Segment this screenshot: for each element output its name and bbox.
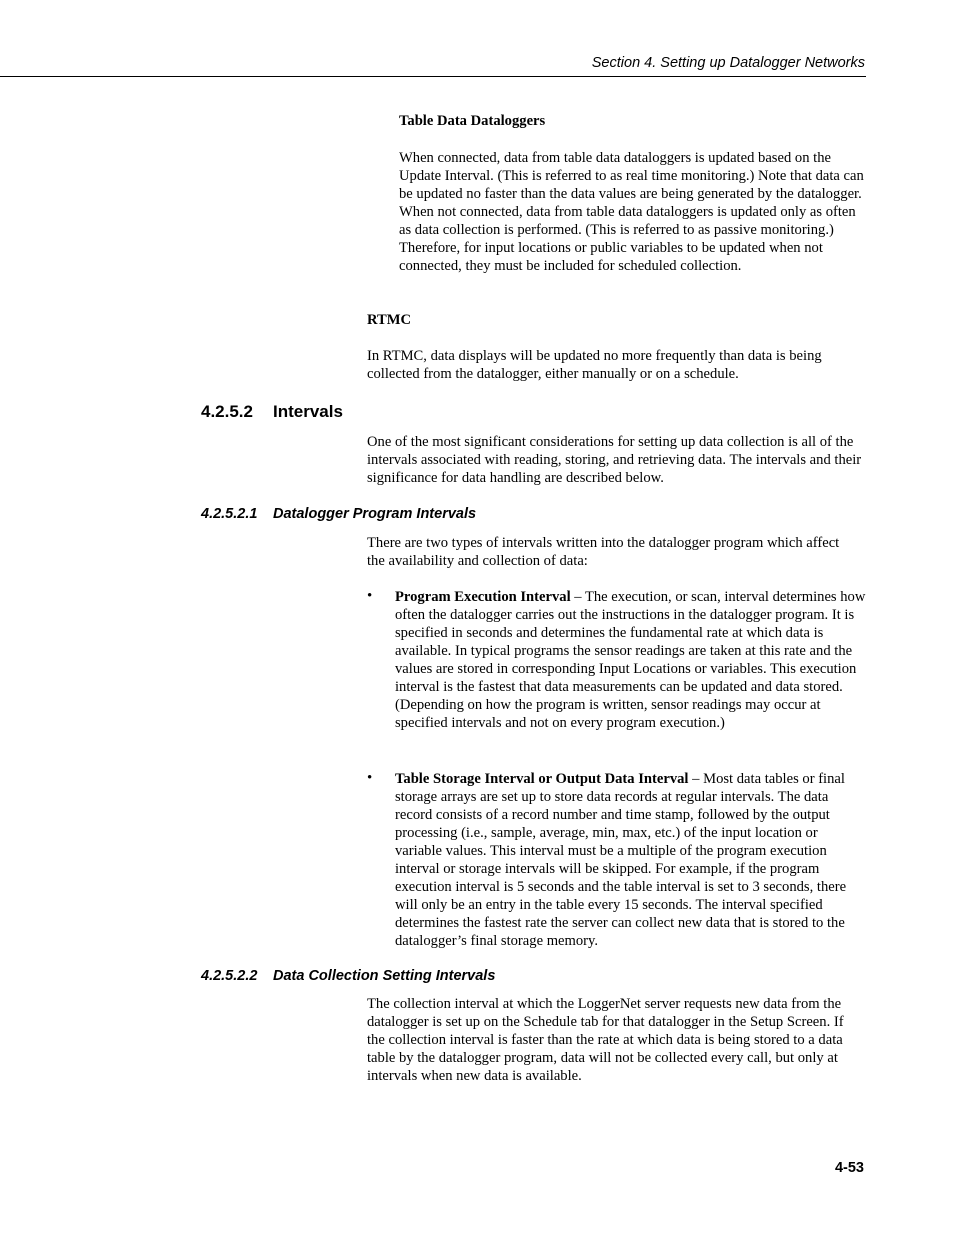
collection-intervals-paragraph: The collection interval at which the LoggerNet server requests new data from the datalogger is set up on the Schedule tab for that datalogger in the Setup Screen. If the collection interval is faster than the rate at which data is being stored to a data table by the datalogger program, data will not be collected every call, but only at intervals when new data is available. xyxy=(367,996,844,1084)
page-number: 4-53 xyxy=(834,1160,864,1176)
bullet-symbol: • xyxy=(367,588,373,604)
bullet-storage-interval xyxy=(395,770,867,950)
collection-intervals-number: 4.2.5.2.2 xyxy=(201,968,258,984)
bullet-execution-interval xyxy=(395,588,869,732)
program-intervals-title: Datalogger Program Intervals xyxy=(273,506,477,522)
collection-intervals-heading xyxy=(201,968,495,984)
header-rule xyxy=(0,76,866,77)
intervals-number: 4.2.5.2 xyxy=(201,402,253,421)
bullet-term: Table Storage Interval or Output Data Interval xyxy=(395,771,689,787)
table-data-paragraph: When connected, data from table data dataloggers is updated based on the Update Interval. (This is referred to as real time monitoring.) Note that data can be updated no faster than the data values are being generated by the datalogger. When not connected, data from table data dataloggers is updated only as often as data collection is performed. (This is referred to as passive monitoring.) Therefore, for input locations or public variables to be updated when not connected, they must be included for scheduled collection. xyxy=(399,150,864,274)
program-intervals-number: 4.2.5.2.1 xyxy=(201,506,258,522)
bullet-text: – Most data tables or final storage arrays are set up to store data records at regular intervals. The data record consists of a record number and time stamp, followed by the output processing (i.e., sample, average, min, max, etc.) of the input location or variable values. This interval must be a multiple of the program execution interval or storage intervals will be skipped. For example, if the program execution interval is 5 seconds and the table interval is set to 3 seconds, there will only be an entry in the table every 15 seconds. The interval specified determines the fastest rate the server can collect new data that is stored to the datalogger’s final storage memory. xyxy=(395,771,847,949)
bullet-text: – The execution, or scan, interval determines how often the datalogger carries out the instructions in the datalogger program. It is specified in seconds and determines the fundamental rate at which data is available. In typical programs the sensor readings are taken at this rate and the values are stored in corresponding Input Locations or variables. This execution interval is the fastest that data measurements can be updated and data stored. (Depending on how the program is written, sensor readings may occur at specified intervals and not on every program execution.) xyxy=(395,589,866,731)
rtmc-paragraph: In RTMC, data displays will be updated no more frequently than data is being collected from the datalogger, either manually or on a schedule. xyxy=(367,348,822,382)
program-intervals-heading xyxy=(201,506,476,522)
bullet-term: Program Execution Interval xyxy=(395,589,571,605)
bullet-symbol: • xyxy=(367,770,373,786)
intervals-heading xyxy=(201,402,343,422)
collection-intervals-title: Data Collection Setting Intervals xyxy=(273,968,496,984)
program-intervals-intro: There are two types of intervals written into the datalogger program which affect the availability and collection of data: xyxy=(367,535,840,569)
rtmc-heading: RTMC xyxy=(367,312,412,328)
running-header: Section 4. Setting up Datalogger Networks xyxy=(591,55,865,71)
table-data-heading: Table Data Dataloggers xyxy=(399,113,546,129)
intervals-paragraph: One of the most significant considerations for setting up data collection is all of the intervals associated with reading, storing, and retrieving data. The intervals and their significance for data handling are described below. xyxy=(367,434,862,486)
intervals-title: Intervals xyxy=(273,402,343,421)
